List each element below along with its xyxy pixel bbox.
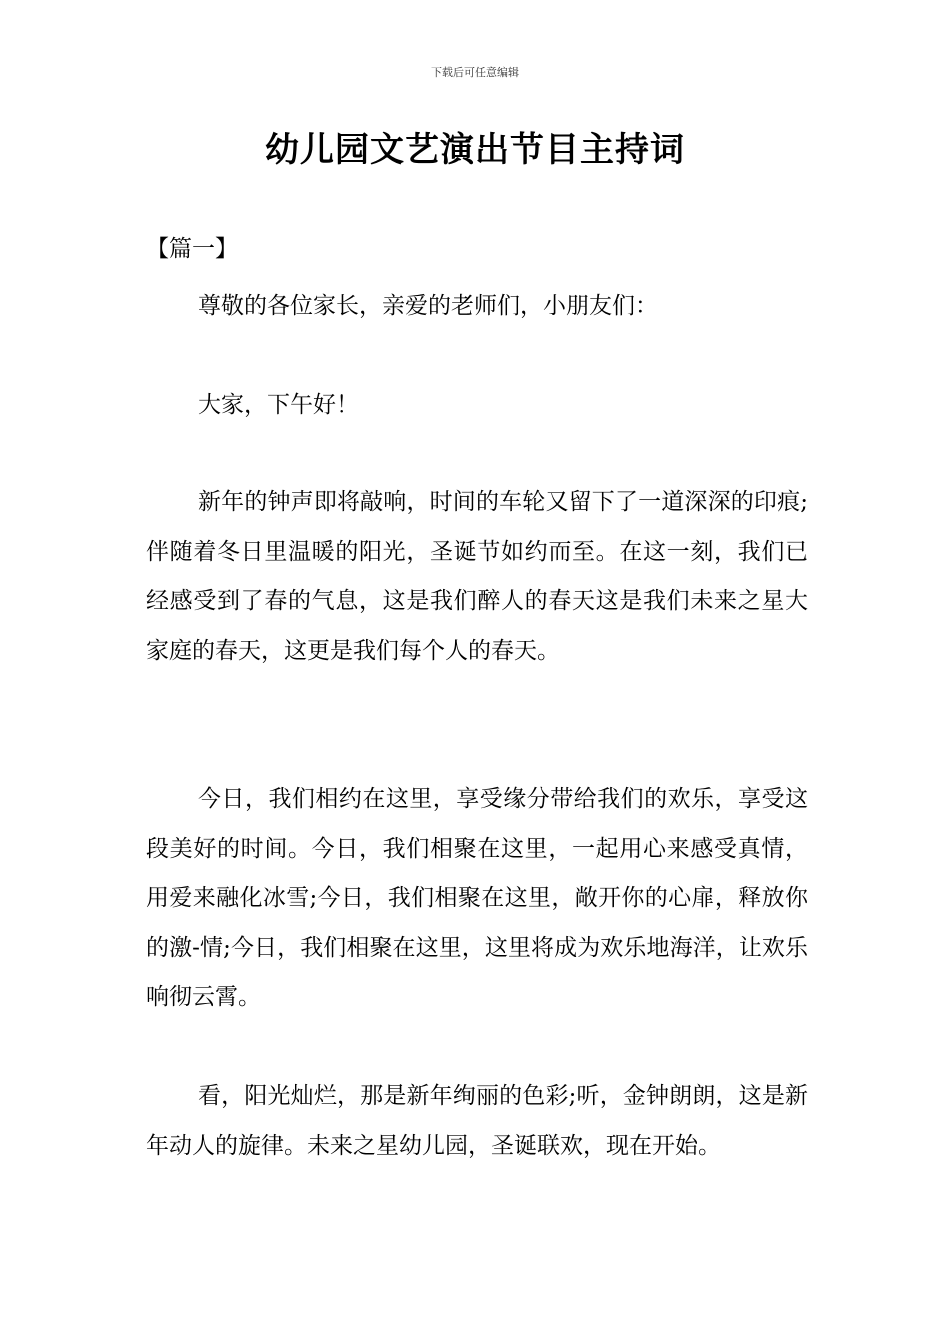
paragraph-greeting: 尊敬的各位家长，亲爱的老师们，小朋友们： xyxy=(198,293,658,319)
section-label: 【篇一】 xyxy=(146,236,238,262)
header-note: 下载后可任意编辑 xyxy=(431,66,519,79)
paragraph-opening: 看，阳光灿烂，那是新年绚丽的色彩;听，金钟朗朗，这是新年动人的旋律。未来之星幼儿园，圣诞联欢，现在开始。 xyxy=(146,1083,808,1159)
paragraph-good-afternoon: 大家，下午好！ xyxy=(198,392,359,418)
document-title: 幼儿园文艺演出节目主持词 xyxy=(265,130,685,170)
paragraph-today: 今日，我们相约在这里，享受缘分带给我们的欢乐，享受这段美好的时间。今日，我们相聚在这里，一起用心来感受真情，用爱来融化冰雪;今日，我们相聚在这里，敞开你的心扉，释放你的激-情;今日，我们相聚在这里，这里将成为欢乐地海洋，让欢乐响彻云霄。 xyxy=(146,786,808,1010)
paragraph-new-year: 新年的钟声即将敲响，时间的车轮又留下了一道深深的印痕;伴随着冬日里温暖的阳光，圣诞节如约而至。在这一刻，我们已经感受到了春的气息，这是我们醉人的春天这是我们未来之星大家庭的春天，这更是我们每个人的春天。 xyxy=(146,489,808,664)
